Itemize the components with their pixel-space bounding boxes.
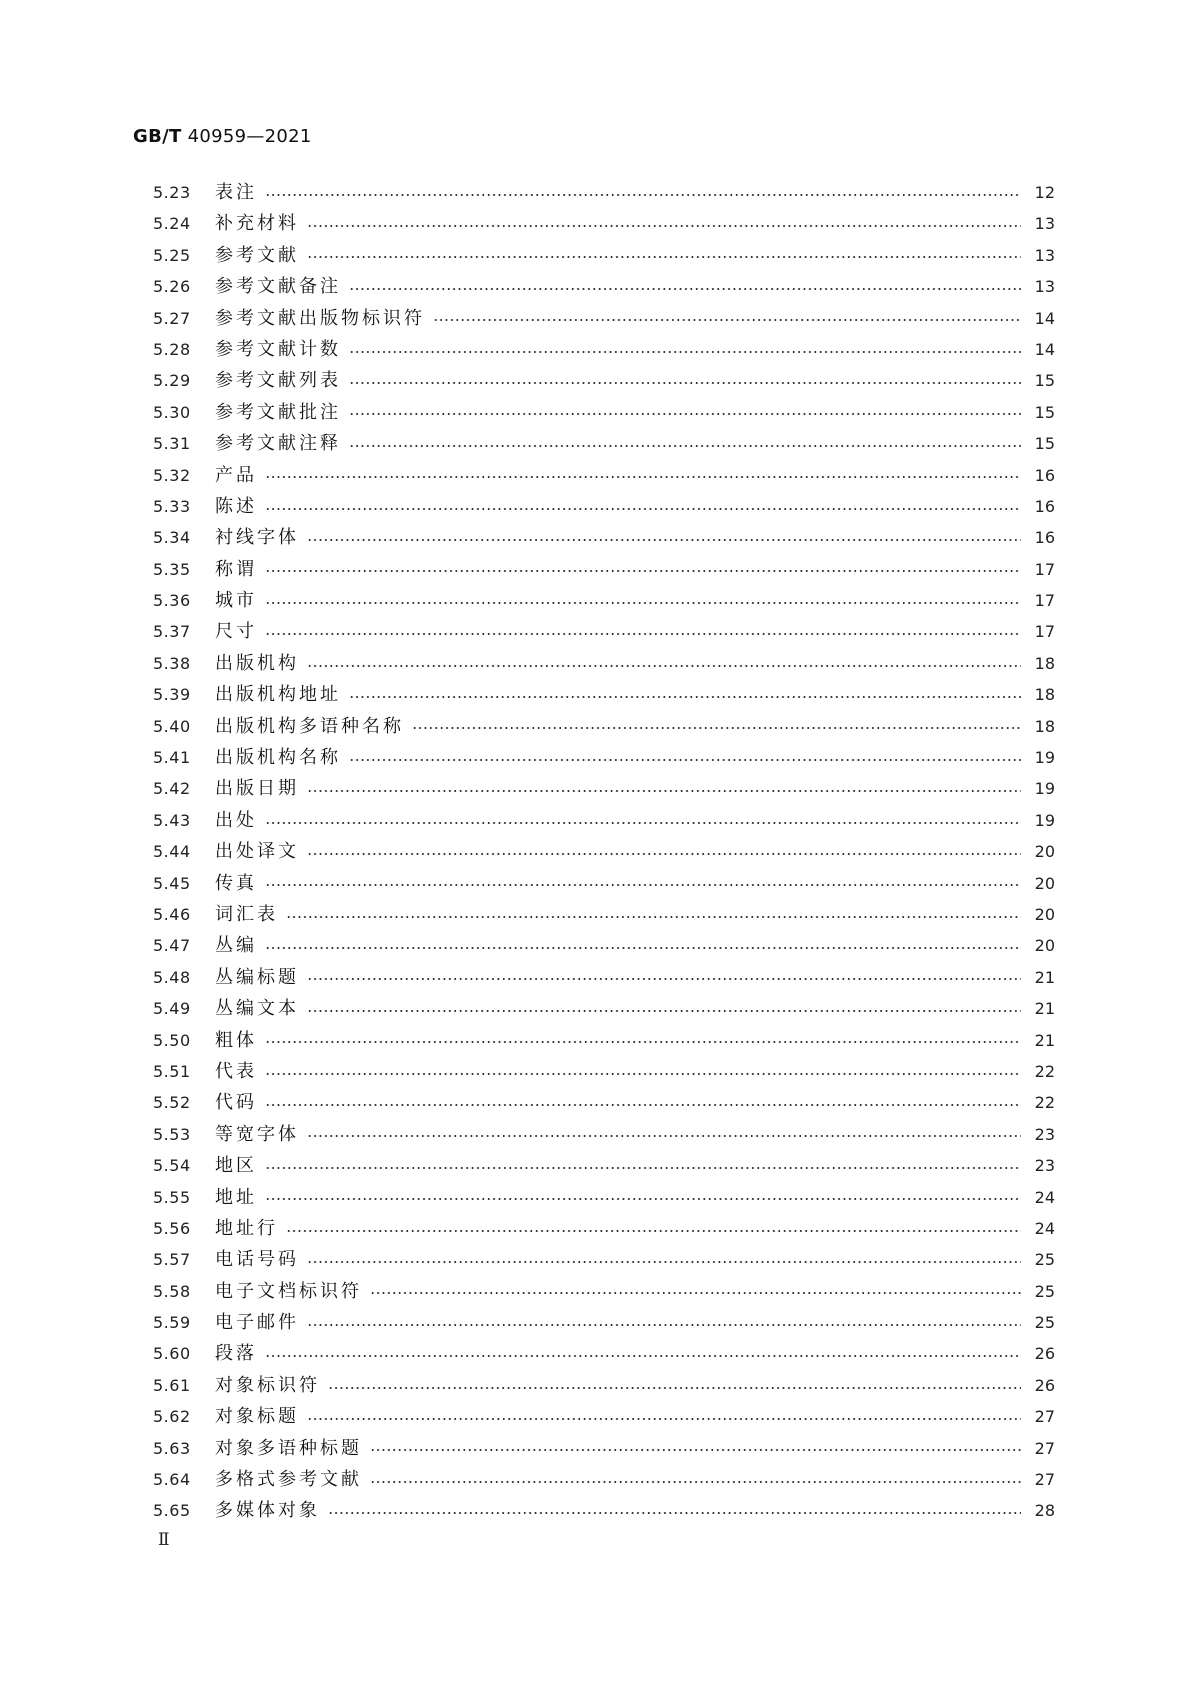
dot-leader [349, 351, 1021, 353]
toc-entry-page: 19 [1034, 779, 1055, 799]
toc-entry-number: 5.52 [153, 1093, 191, 1113]
toc-entry-number: 5.38 [153, 653, 191, 673]
toc-entry-page: 24 [1034, 1187, 1055, 1207]
toc-entry-page: 19 [1034, 810, 1055, 830]
toc-entry-title: 对象标识符 [215, 1374, 320, 1396]
toc-entry-page: 22 [1034, 1093, 1055, 1113]
toc-entry-number: 5.41 [153, 748, 191, 768]
toc-entry-title: 出版机构 [215, 652, 299, 674]
document-code-number: 40959—2021 [187, 126, 312, 147]
toc-entry-title: 电子文档标识符 [215, 1280, 362, 1302]
toc-entry-page: 18 [1034, 653, 1055, 673]
dot-leader [265, 1041, 1021, 1043]
toc-entry-title: 丛编 [215, 935, 257, 957]
toc-entry[interactable] [153, 836, 1055, 867]
toc-entry-number: 5.39 [153, 685, 191, 705]
toc-entry-number: 5.65 [153, 1501, 191, 1521]
toc-entry-page: 14 [1034, 339, 1055, 359]
dot-leader [265, 194, 1021, 196]
dot-leader [265, 822, 1021, 824]
toc-entry-number: 5.28 [153, 339, 191, 359]
toc-entry[interactable] [153, 742, 1055, 773]
toc-entry-number: 5.30 [153, 402, 191, 422]
toc-entry[interactable] [153, 773, 1055, 804]
toc-entry-title: 段落 [215, 1343, 257, 1365]
toc-entry-title: 传真 [215, 872, 257, 894]
toc-entry-page: 17 [1034, 559, 1055, 579]
dot-leader [307, 1418, 1021, 1420]
dot-leader [265, 508, 1021, 510]
toc-entry[interactable] [153, 1150, 1055, 1181]
toc-entry-number: 5.54 [153, 1156, 191, 1176]
dot-leader [433, 319, 1021, 321]
dot-leader [328, 1512, 1021, 1514]
toc-entry-number: 5.40 [153, 716, 191, 736]
toc-entry[interactable] [153, 1338, 1055, 1369]
toc-entry-number: 5.45 [153, 873, 191, 893]
toc-entry-page: 23 [1034, 1124, 1055, 1144]
toc-entry[interactable] [153, 208, 1055, 239]
toc-entry-number: 5.24 [153, 214, 191, 234]
toc-entry-title: 对象多语种标题 [215, 1437, 362, 1459]
dot-leader [307, 978, 1021, 980]
toc-entry-number: 5.55 [153, 1187, 191, 1207]
toc-entry-title: 电子邮件 [215, 1312, 299, 1334]
toc-entry-title: 地址行 [215, 1217, 278, 1239]
toc-entry-page: 26 [1034, 1375, 1055, 1395]
dot-leader [370, 1481, 1021, 1483]
toc-entry[interactable] [153, 1307, 1055, 1338]
toc-entry-title: 尺寸 [215, 621, 257, 643]
toc-entry-number: 5.49 [153, 999, 191, 1019]
toc-entry-title: 参考文献 [215, 244, 299, 266]
toc-entry-number: 5.56 [153, 1218, 191, 1238]
toc-entry-title: 产品 [215, 464, 257, 486]
dot-leader [349, 413, 1021, 415]
toc-entry-number: 5.59 [153, 1313, 191, 1333]
toc-entry-number: 5.43 [153, 810, 191, 830]
toc-entry[interactable] [153, 1401, 1055, 1432]
toc-entry-title: 参考文献出版物标识符 [215, 307, 425, 329]
toc-entry[interactable] [153, 522, 1055, 553]
toc-entry-page: 20 [1034, 936, 1055, 956]
dot-leader [286, 1230, 1021, 1232]
toc-entry-page: 17 [1034, 622, 1055, 642]
dot-leader [307, 790, 1021, 792]
toc-entry-page: 19 [1034, 748, 1055, 768]
toc-entry-number: 5.23 [153, 183, 191, 202]
toc-entry-number: 5.26 [153, 277, 191, 297]
toc-entry[interactable] [153, 868, 1055, 899]
toc-entry[interactable] [153, 1433, 1055, 1464]
dot-leader [307, 853, 1021, 855]
toc-entry-number: 5.33 [153, 496, 191, 516]
toc-entry-title: 出处译文 [215, 841, 299, 863]
toc-entry[interactable] [153, 271, 1055, 302]
toc-entry-title: 出版机构多语种名称 [215, 715, 404, 737]
toc-entry-page: 25 [1034, 1281, 1055, 1301]
toc-entry-page: 21 [1034, 999, 1055, 1019]
dot-leader [349, 696, 1021, 698]
toc-entry-page: 28 [1034, 1501, 1055, 1521]
dot-leader [328, 1387, 1021, 1389]
toc-entry-title: 陈述 [215, 495, 257, 517]
dot-leader [265, 476, 1021, 478]
toc-entry[interactable] [153, 1025, 1055, 1056]
toc-entry-number: 5.61 [153, 1375, 191, 1395]
toc-entry-number: 5.36 [153, 591, 191, 611]
toc-entry-number: 5.44 [153, 842, 191, 862]
dot-leader [370, 1449, 1021, 1451]
toc-entry[interactable] [153, 554, 1055, 585]
document-code-prefix: GB/T [133, 126, 182, 147]
toc-entry[interactable] [153, 491, 1055, 522]
dot-leader [265, 947, 1021, 949]
toc-entry-page: 18 [1034, 685, 1055, 705]
toc-entry[interactable] [153, 1464, 1055, 1495]
toc-entry[interactable] [153, 1056, 1055, 1087]
toc-entry-number: 5.29 [153, 371, 191, 391]
toc-entry-page: 26 [1034, 1344, 1055, 1364]
toc-entry-number: 5.62 [153, 1407, 191, 1427]
toc-entry-title: 出版机构地址 [215, 684, 341, 706]
toc-entry[interactable] [153, 397, 1055, 428]
dot-leader [265, 1167, 1021, 1169]
toc-entry-number: 5.42 [153, 779, 191, 799]
toc-entry-number: 5.50 [153, 1030, 191, 1050]
dot-leader [265, 570, 1021, 572]
toc-entry[interactable] [153, 1276, 1055, 1307]
toc-entry[interactable] [153, 303, 1055, 334]
toc-entry[interactable] [153, 1495, 1055, 1526]
toc-entry-title: 词汇表 [215, 903, 278, 925]
toc-entry-title: 多格式参考文献 [215, 1469, 362, 1491]
dot-leader [265, 1073, 1021, 1075]
toc-entry-number: 5.25 [153, 245, 191, 265]
toc-entry-page: 27 [1034, 1438, 1055, 1458]
toc-entry-page: 15 [1034, 434, 1055, 454]
toc-entry-page: 17 [1034, 591, 1055, 611]
toc-entry[interactable] [153, 1370, 1055, 1401]
toc-entry-title: 城市 [215, 590, 257, 612]
toc-entry-page: 13 [1034, 277, 1055, 297]
dot-leader [307, 1135, 1021, 1137]
toc-entry-number: 5.51 [153, 1061, 191, 1081]
toc-entry-title: 参考文献批注 [215, 401, 341, 423]
dot-leader [265, 1355, 1021, 1357]
toc-entry-number: 5.57 [153, 1250, 191, 1270]
toc-entry-title: 电话号码 [215, 1249, 299, 1271]
toc-entry-page: 15 [1034, 402, 1055, 422]
toc-entry-number: 5.64 [153, 1470, 191, 1490]
page-number: Ⅱ [158, 1530, 169, 1550]
toc-entry[interactable] [153, 428, 1055, 459]
toc-entry-number: 5.27 [153, 308, 191, 328]
toc-entry[interactable] [153, 585, 1055, 616]
toc-entry-title: 出版日期 [215, 778, 299, 800]
toc-entry-number: 5.35 [153, 559, 191, 579]
toc-entry-title: 代表 [215, 1060, 257, 1082]
toc-entry-page: 16 [1034, 465, 1055, 485]
toc-entry-title: 丛编标题 [215, 966, 299, 988]
dot-leader [307, 539, 1021, 541]
toc-entry-page: 13 [1034, 245, 1055, 265]
toc-entry-page: 21 [1034, 967, 1055, 987]
toc-entry-title: 等宽字体 [215, 1123, 299, 1145]
dot-leader [307, 1261, 1021, 1263]
toc-entry-number: 5.32 [153, 465, 191, 485]
toc-entry[interactable] [153, 1182, 1055, 1213]
toc-entry-page: 27 [1034, 1470, 1055, 1490]
toc-entry-page: 23 [1034, 1156, 1055, 1176]
toc-entry-title: 粗体 [215, 1029, 257, 1051]
toc-entry-title: 代码 [215, 1092, 257, 1114]
toc-entry-title: 衬线字体 [215, 527, 299, 549]
toc-entry-page: 24 [1034, 1218, 1055, 1238]
dot-leader [307, 225, 1021, 227]
dot-leader [286, 916, 1021, 918]
toc-entry-page: 25 [1034, 1250, 1055, 1270]
toc-entry-page: 12 [1034, 183, 1055, 202]
toc-entry[interactable] [153, 1244, 1055, 1275]
toc-entry-page: 16 [1034, 528, 1055, 548]
toc-entry-number: 5.48 [153, 967, 191, 987]
dot-leader [307, 1324, 1021, 1326]
toc-entry[interactable] [153, 899, 1055, 930]
toc-entry-number: 5.46 [153, 904, 191, 924]
toc-entry-page: 21 [1034, 1030, 1055, 1050]
toc-entry-page: 14 [1034, 308, 1055, 328]
toc-entry-title: 出版机构名称 [215, 747, 341, 769]
toc-entry[interactable] [153, 240, 1055, 271]
toc-entry-title: 参考文献备注 [215, 276, 341, 298]
toc-entry[interactable] [153, 993, 1055, 1024]
toc-entry[interactable] [153, 365, 1055, 396]
dot-leader [349, 759, 1021, 761]
toc-entry-page: 13 [1034, 214, 1055, 234]
dot-leader [307, 1010, 1021, 1012]
toc-entry-title: 出处 [215, 809, 257, 831]
toc-entry-number: 5.34 [153, 528, 191, 548]
toc-entry-number: 5.58 [153, 1281, 191, 1301]
toc-entry-page: 22 [1034, 1061, 1055, 1081]
toc-entry[interactable] [153, 1119, 1055, 1150]
dot-leader [307, 256, 1021, 258]
toc-entry-title: 称谓 [215, 558, 257, 580]
toc-entry-number: 5.47 [153, 936, 191, 956]
toc-entry-page: 25 [1034, 1313, 1055, 1333]
toc-entry-number: 5.37 [153, 622, 191, 642]
toc-entry-title: 地区 [215, 1155, 257, 1177]
dot-leader [265, 1198, 1021, 1200]
toc-entry-page: 20 [1034, 904, 1055, 924]
toc-entry[interactable] [153, 648, 1055, 679]
toc-entry-page: 27 [1034, 1407, 1055, 1427]
toc-entry-number: 5.60 [153, 1344, 191, 1364]
toc-entry[interactable] [153, 711, 1055, 742]
dot-leader [370, 1292, 1021, 1294]
toc-entry[interactable] [153, 177, 1055, 208]
toc-entry[interactable] [153, 460, 1055, 491]
toc-entry[interactable] [153, 805, 1055, 836]
toc-entry[interactable] [153, 334, 1055, 365]
toc-entry-title: 补充材料 [215, 213, 299, 235]
dot-leader [349, 288, 1021, 290]
dot-leader [265, 1104, 1021, 1106]
toc-entry[interactable] [153, 616, 1055, 647]
toc-entry[interactable] [153, 930, 1055, 961]
toc-entry-title: 多媒体对象 [215, 1500, 320, 1522]
dot-leader [307, 665, 1021, 667]
toc-entry-page: 18 [1034, 716, 1055, 736]
toc-entry-title: 参考文献列表 [215, 370, 341, 392]
dot-leader [349, 445, 1021, 447]
toc-entry-number: 5.63 [153, 1438, 191, 1458]
toc-entry-number: 5.31 [153, 434, 191, 454]
toc-entry-title: 参考文献注释 [215, 433, 341, 455]
toc-entry-title: 参考文献计数 [215, 338, 341, 360]
toc-entry[interactable] [153, 962, 1055, 993]
document-code [133, 126, 312, 147]
toc-entry-title: 表注 [215, 182, 257, 203]
toc-entry-title: 对象标题 [215, 1406, 299, 1428]
toc-entry-number: 5.53 [153, 1124, 191, 1144]
dot-leader [265, 602, 1021, 604]
toc-entry-page: 20 [1034, 873, 1055, 893]
toc-entry[interactable] [153, 1213, 1055, 1244]
dot-leader [412, 727, 1021, 729]
toc-entry-page: 15 [1034, 371, 1055, 391]
toc-entry-page: 16 [1034, 496, 1055, 516]
toc-entry-title: 地址 [215, 1186, 257, 1208]
toc-entry[interactable] [153, 1087, 1055, 1118]
dot-leader [265, 633, 1021, 635]
toc-entry-title: 丛编文本 [215, 998, 299, 1020]
dot-leader [265, 884, 1021, 886]
toc-entry-page: 20 [1034, 842, 1055, 862]
toc-entry[interactable] [153, 679, 1055, 710]
dot-leader [349, 382, 1021, 384]
table-of-contents [153, 177, 1055, 1527]
